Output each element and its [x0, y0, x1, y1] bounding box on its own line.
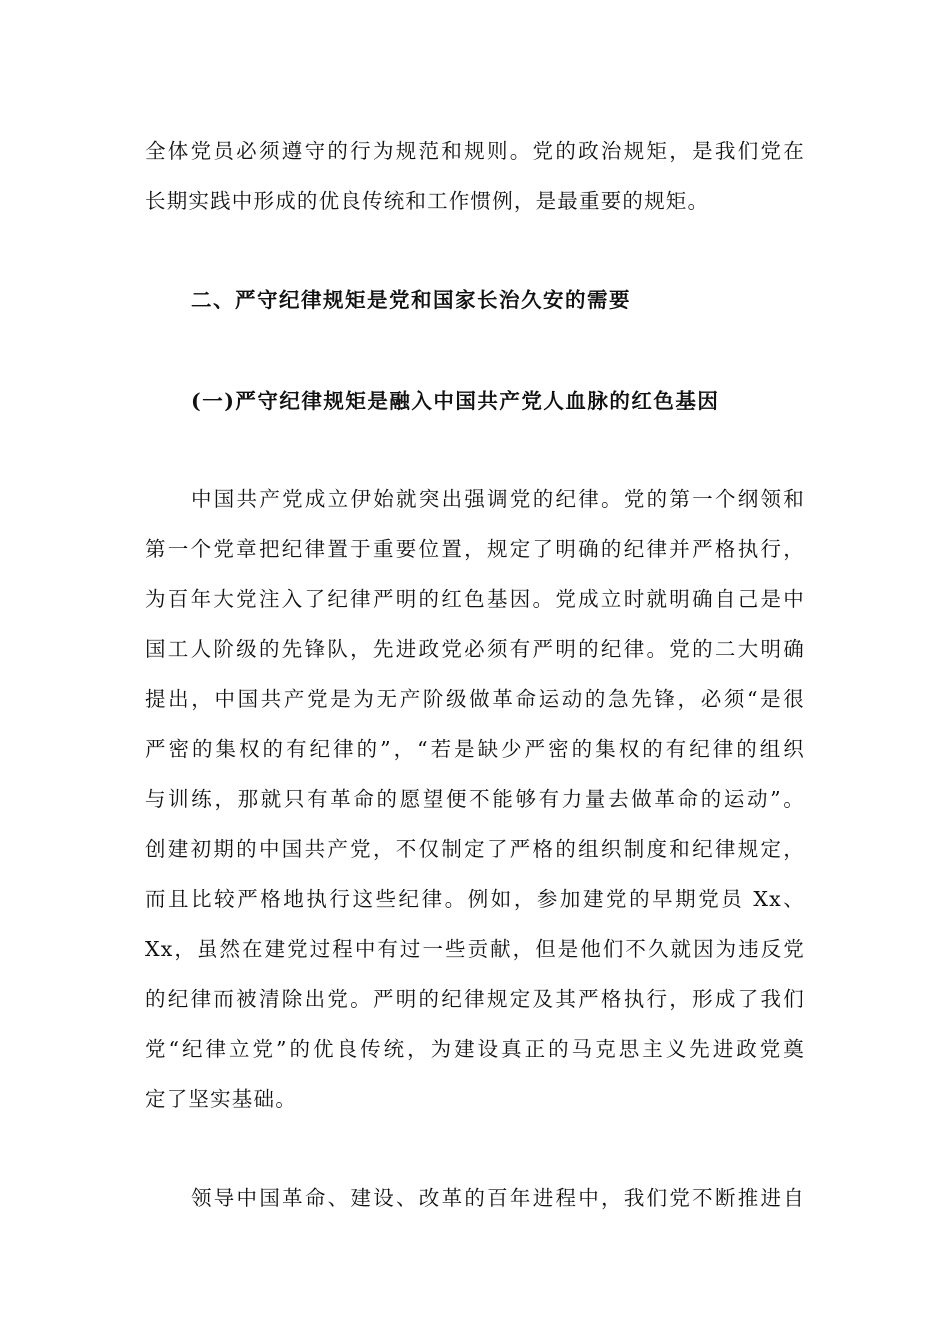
text-line: 的纪律而被清除出党。严明的纪律规定及其严格执行，形成了我们 — [145, 987, 805, 1011]
text-line: 长期实践中形成的优良传统和工作惯例，是最重要的规矩。 — [145, 189, 710, 213]
text-line: 而且比较严格地执行这些纪律。例如，参加建党的早期党员 Xx、 — [145, 887, 805, 911]
text-line: 提出，中国共产党是为无产阶级做革命运动的急先锋，必须“是很 — [145, 687, 805, 711]
text-line: Xx，虽然在建党过程中有过一些贡献，但是他们不久就因为违反党 — [145, 937, 805, 961]
text-line: 第一个党章把纪律置于重要位置，规定了明确的纪律并严格执行， — [145, 537, 805, 561]
text-line: 为百年大党注入了纪律严明的红色基因。党成立时就明确自己是中 — [145, 587, 805, 611]
text-line: 创建初期的中国共产党，不仅制定了严格的组织制度和纪律规定， — [145, 837, 805, 861]
text-line: 与训练，那就只有革命的愿望便不能够有力量去做革命的运动”。 — [145, 787, 805, 811]
text-line: 严密的集权的有纪律的”，“若是缺少严密的集权的有纪律的组织 — [145, 737, 805, 761]
text-line: 领导中国革命、建设、改革的百年进程中，我们党不断推进自 — [191, 1186, 805, 1210]
text-line: 党“纪律立党”的优良传统，为建设真正的马克思主义先进政党奠 — [145, 1037, 805, 1061]
text-line: 中国共产党成立伊始就突出强调党的纪律。党的第一个纲领和 — [191, 487, 805, 511]
text-line: 定了坚实基础。 — [145, 1087, 297, 1111]
text-line: 全体党员必须遵守的行为规范和规则。党的政治规矩，是我们党在 — [145, 139, 805, 163]
section-heading: 二、严守纪律规矩是党和国家长治久安的需要 — [191, 288, 631, 312]
subsection-heading: (一)严守纪律规矩是融入中国共产党人血脉的红色基因 — [191, 389, 720, 413]
text-line: 国工人阶级的先锋队，先进政党必须有严明的纪律。党的二大明确 — [145, 637, 805, 661]
